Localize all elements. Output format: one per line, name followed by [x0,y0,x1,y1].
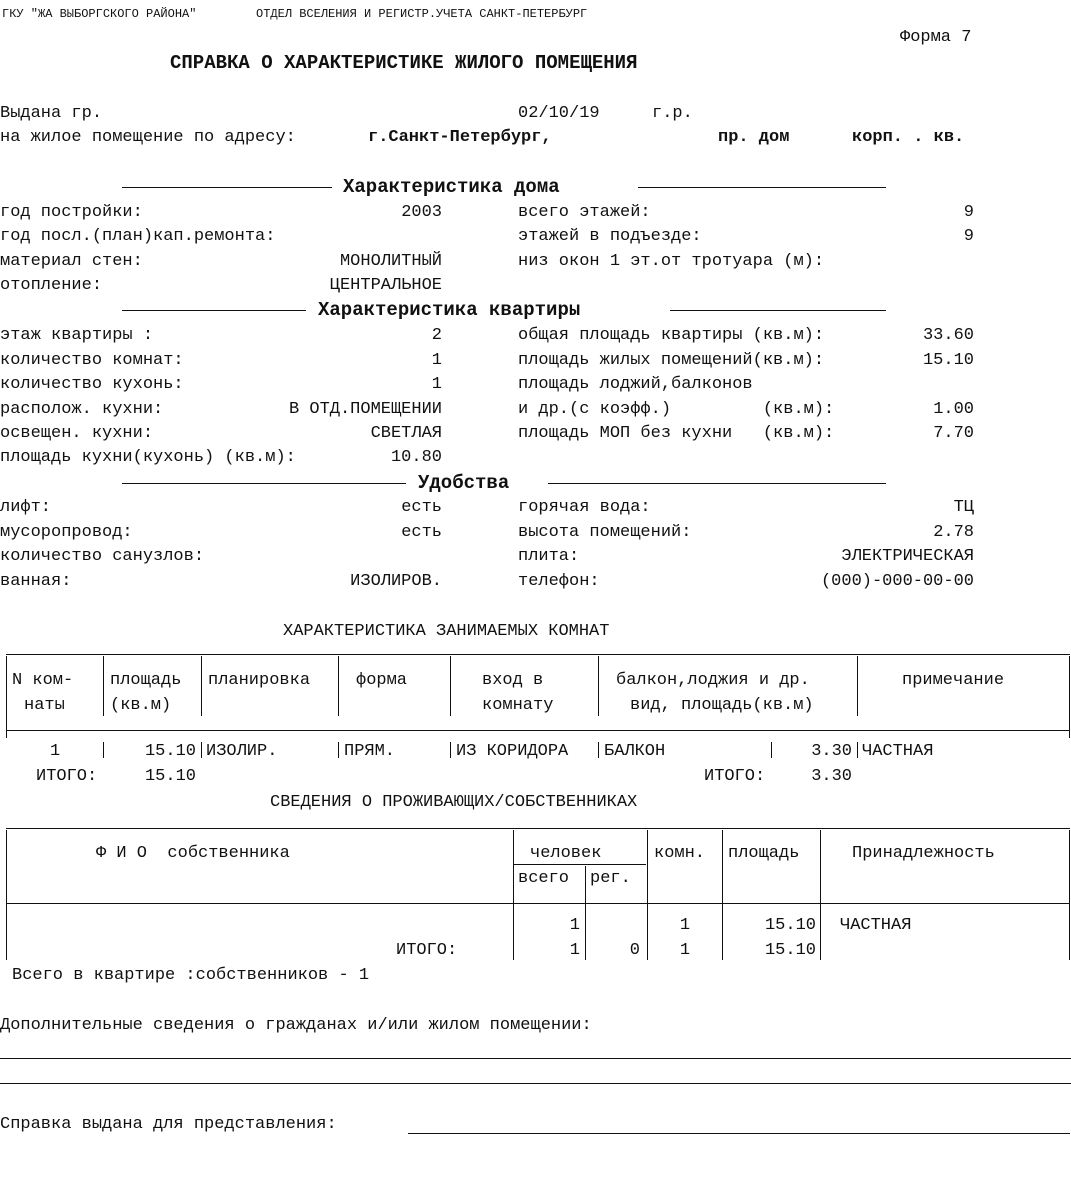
issued-label: Выдана гр. [0,104,103,123]
col-sep [450,656,451,716]
th-people: человек [530,844,602,863]
col-sep [857,742,858,758]
th-area-2: (кв.м) [110,696,172,715]
resident-area: 15.10 [764,916,816,935]
col-sep [103,656,104,716]
address-street: пр. дом [718,128,790,147]
chute-label: мусоропровод: [0,523,133,542]
col-sep [201,656,202,716]
blank-line [0,1083,1071,1084]
col-sep [103,742,104,758]
address-label: на жилое помещение по адресу: [0,128,296,147]
lift: есть [401,498,442,517]
total-area-label: общая площадь квартиры (кв.м): [518,326,825,345]
mop-label: площадь МОП без кухни (кв.м): [518,424,835,443]
col-sep [1069,830,1070,960]
divider [122,310,306,311]
col-sep [6,656,7,738]
balcony-total: 3.30 [811,767,852,786]
bath-label: ванная: [0,572,72,591]
phone-label: телефон: [518,572,600,591]
stove: ЭЛЕКТРИЧЕСКАЯ [841,547,974,566]
height-label: высота помещений: [518,523,692,542]
heating-label: отопление: [0,276,103,295]
col-sep [1069,656,1070,738]
room-area: 15.10 [144,742,196,761]
hot-water: ТЦ [953,498,974,517]
table-border [6,828,1070,829]
col-sep [6,830,7,960]
th-reg: рег. [590,869,631,888]
room-note: ЧАСТНАЯ [862,742,934,761]
last-repair-label: год посл.(план)кап.ремонта: [0,227,276,246]
rooms: 1 [431,351,442,370]
floor: 2 [431,326,442,345]
table-border [6,654,1070,655]
table-border [6,903,1070,904]
th-plan: планировка [208,671,311,690]
residents-sum-label: ИТОГО: [396,941,458,960]
living-area: 15.10 [922,351,974,370]
mop-area: 7.70 [933,424,974,443]
bath: ИЗОЛИРОВ. [350,572,442,591]
phone: (000)-000-00-00 [820,572,974,591]
floors-entrance: 9 [963,227,974,246]
th-room-num: N ком- [12,671,74,690]
chute: есть [401,523,442,542]
col-sep [647,830,648,960]
col-sep [338,742,339,758]
th-area: площадь [728,844,800,863]
col-sep [598,656,599,716]
lift-label: лифт: [0,498,52,517]
kitchens-label: количество кухонь: [0,375,184,394]
kitchen-area-label: площадь кухни(кухонь) (кв.м): [0,448,296,467]
walls: МОНОЛИТНЫЙ [339,252,442,271]
additional-info-label: Дополнительные сведения о гражданах и/или жилом помещении: [0,1016,592,1035]
total-area: 33.60 [922,326,974,345]
resident-belong: ЧАСТНАЯ [840,916,912,935]
blank-line [0,1058,1071,1059]
table-border [6,730,1070,731]
address-korp: корп. . кв. [852,128,965,147]
floors-entrance-label: этажей в подъезде: [518,227,702,246]
hot-water-label: горячая вода: [518,498,651,517]
loggia-label: площадь лоджий,балконов [518,375,753,394]
form-number: Форма 7 [900,28,972,47]
th-rooms: комн. [654,844,706,863]
divider [670,310,886,311]
walls-label: материал стен: [0,252,143,271]
kitchen-light: СВЕТЛАЯ [370,424,442,443]
balcony-total-label: ИТОГО: [704,767,766,786]
owners-count: Всего в квартире :собственников - 1 [12,966,370,985]
window-height-label: низ окон 1 эт.от тротуара (м): [518,252,825,271]
rooms-label: количество комнат: [0,351,184,370]
col-sep [585,866,586,960]
th-entry-2: комнату [482,696,554,715]
col-sep [771,742,772,758]
col-sep [598,742,599,758]
rooms-total-area: 15.10 [144,767,196,786]
th-balcony-2: вид, площадь(кв.м) [630,696,814,715]
section-house: Характеристика дома [343,176,560,198]
section-amenities: Удобства [418,472,510,494]
residents-table-title: СВЕДЕНИЯ О ПРОЖИВАЮЩИХ/СОБСТВЕННИКАХ [270,793,638,812]
resident-rooms: 1 [679,916,691,935]
section-flat: Характеристика квартиры [318,299,581,321]
room-plan: ИЗОЛИР. [206,742,278,761]
issue-date: 02/10/19 [518,104,600,123]
room-form: ПРЯМ. [344,742,396,761]
year-built: 2003 [401,203,442,222]
th-room-num-2: наты [24,696,65,715]
th-note: примечание [902,671,1005,690]
kitchen-area: 10.80 [390,448,442,467]
heating: ЦЕНТРАЛЬНОЕ [329,276,442,295]
birth-year-label: г.р. [652,104,693,123]
rooms-total-label: ИТОГО: [36,767,98,786]
kitchen-location: В ОТД.ПОМЕЩЕНИИ [288,400,442,419]
sum-reg: 0 [629,941,640,960]
th-fio: Ф И О собственника [96,844,290,863]
divider [548,483,886,484]
divider [122,483,406,484]
sum-area: 15.10 [764,941,816,960]
height: 2.78 [933,523,974,542]
floor-label: этаж квартиры : [0,326,154,345]
th-form: форма [356,671,408,690]
kitchen-location-label: располож. кухни: [0,400,164,419]
document-title: СПРАВКА О ХАРАКТЕРИСТИКЕ ЖИЛОГО ПОМЕЩЕНИЯ [170,52,638,74]
living-area-label: площадь жилых помещений(кв.м): [518,351,825,370]
room-balcony-type: БАЛКОН [604,742,666,761]
th-total: всего [518,869,570,888]
col-sep [338,656,339,716]
room-balcony-area: 3.30 [811,742,852,761]
resident-total: 1 [569,916,580,935]
th-balcony: балкон,лоджия и др. [616,671,810,690]
kitchen-light-label: освещен. кухни: [0,424,154,443]
loggia-label-2: и др.(с коэфф.) (кв.м): [518,400,835,419]
col-sep [857,656,858,716]
col-sep [513,830,514,960]
col-sep [201,742,202,758]
year-built-label: год постройки: [0,203,143,222]
rooms-table-title: ХАРАКТЕРИСТИКА ЗАНИМАЕМЫХ КОМНАТ [283,622,610,641]
issued-for-label: Справка выдана для представления: [0,1115,337,1134]
divider [638,187,886,188]
col-sep [820,830,821,960]
floors-total: 9 [963,203,974,222]
issued-for-line [408,1133,1070,1134]
bathrooms-label: количество санузлов: [0,547,205,566]
address-city: г.Санкт-Петербург, [368,128,552,147]
org-name: ГКУ "ЖА ВЫБОРГСКОГО РАЙОНА" [2,7,197,21]
th-area: площадь [110,671,182,690]
th-entry: вход в [482,671,544,690]
divider [122,187,332,188]
stove-label: плита: [518,547,580,566]
department-name: ОТДЕЛ ВСЕЛЕНИЯ И РЕГИСТР.УЧЕТА САНКТ-ПЕТЕРБУРГ [256,7,588,21]
th-belong: Принадлежность [852,844,995,863]
room-num: 1 [50,742,61,761]
floors-total-label: всего этажей: [518,203,651,222]
col-sep [450,742,451,758]
subheader-divider [514,864,646,865]
sum-total: 1 [569,941,580,960]
col-sep [722,830,723,960]
room-entry: ИЗ КОРИДОРА [456,742,569,761]
sum-rooms: 1 [679,941,691,960]
loggia-area: 1.00 [933,400,974,419]
kitchens: 1 [431,375,442,394]
